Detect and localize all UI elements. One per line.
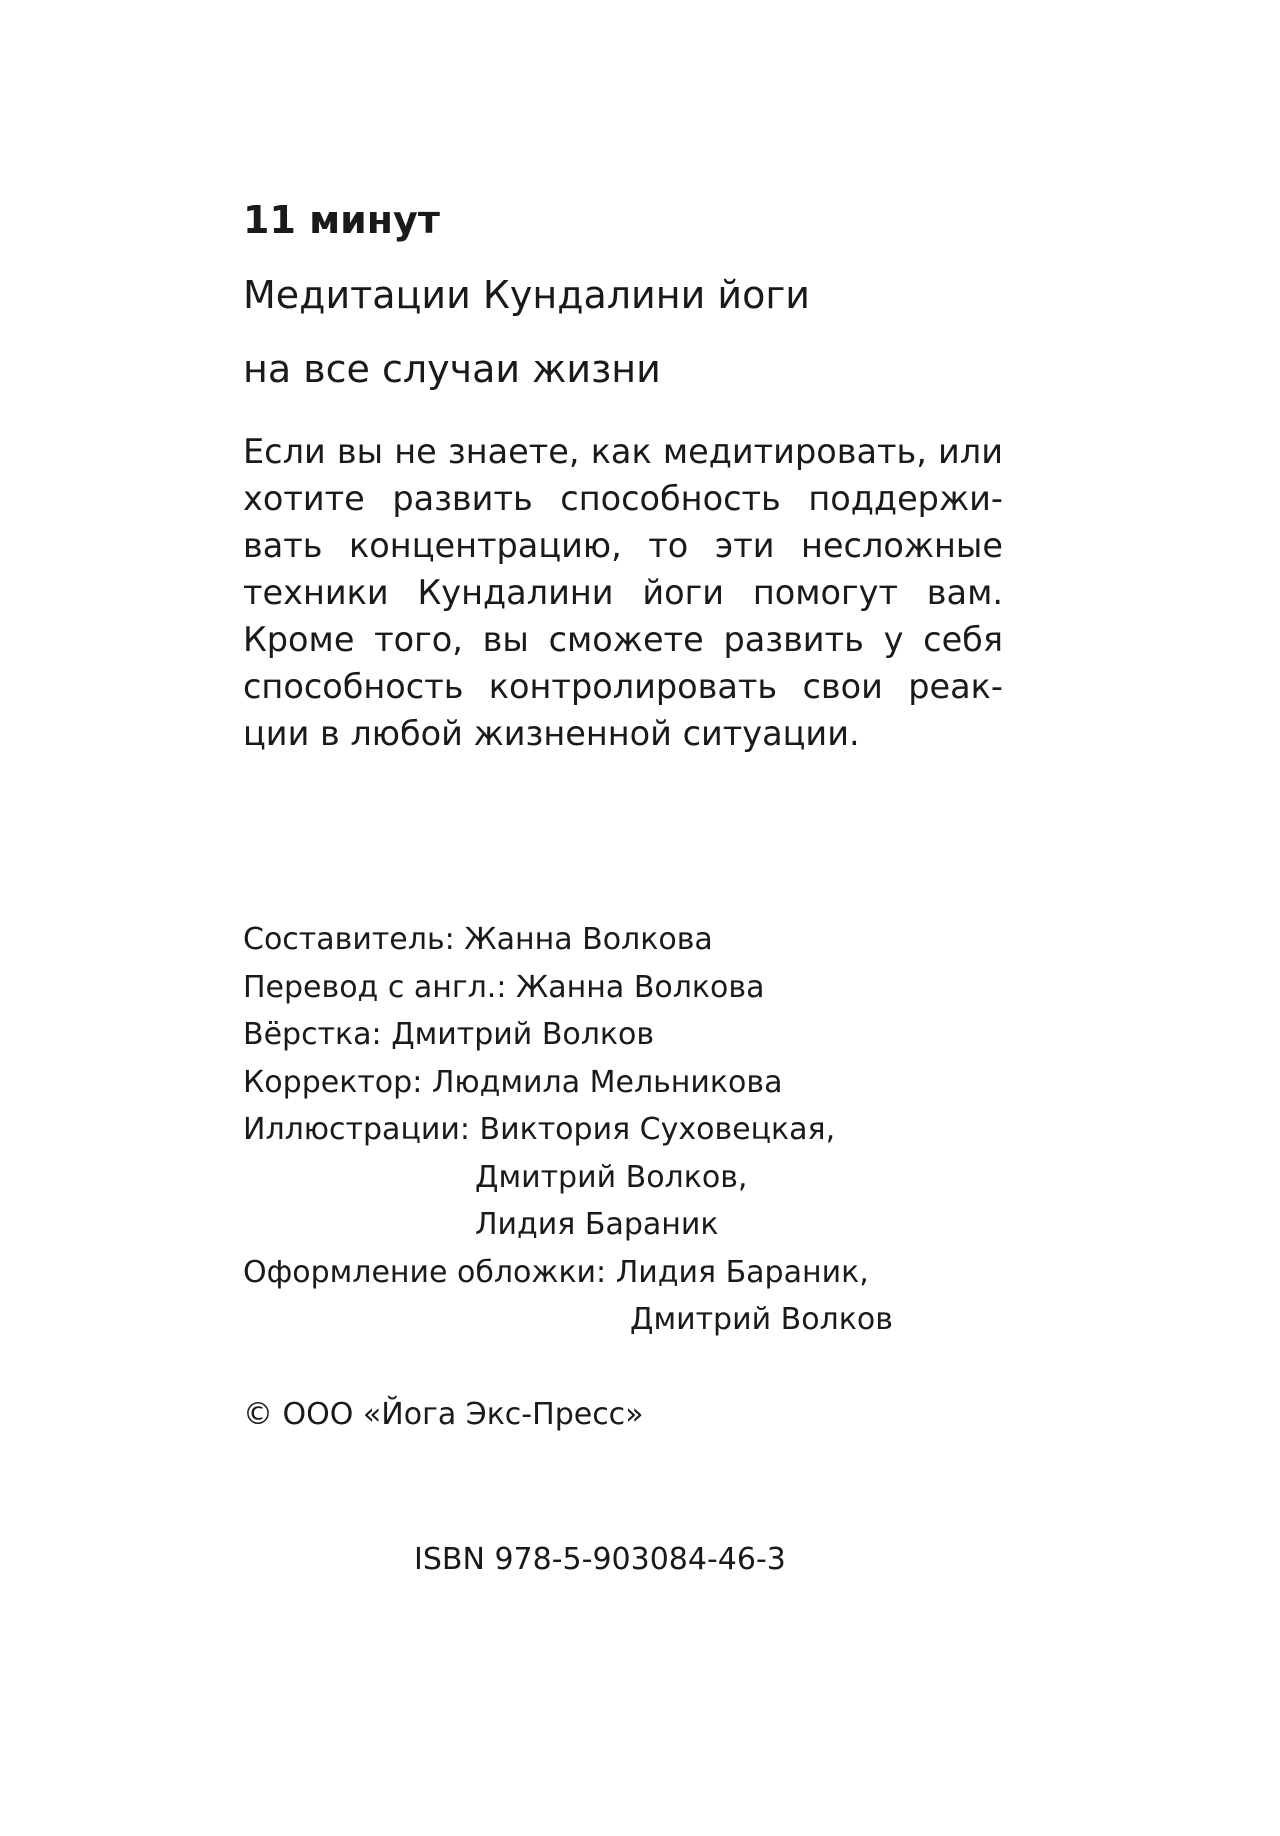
credit-compiler: Составитель: Жанна Волкова [243,922,713,957]
book-description [243,428,1003,757]
description-line: способность контролировать свои реак- [243,667,1003,706]
credit-cover-design: Оформление обложки: Лидия Бараник, [243,1254,869,1290]
description-line: ции в любой жизненной ситуации. [243,714,860,753]
description-line: хотите развить способность поддержи- [243,479,1003,518]
credit-illustrations-continued: Дмитрий Волков, [475,1159,748,1195]
description-line: Кроме того, вы сможете развить у себя [243,620,1003,659]
description-line: Если вы не знаете, как медитировать, или [243,432,1003,471]
credit-illustrations: Иллюстрации: Виктория Суховецкая, [243,1112,836,1147]
copyright-notice: © ООО «Йога Экс-Пресс» [243,1397,644,1432]
credit-illustrations-continued: Лидия Бараник [475,1207,719,1242]
credit-translation: Перевод с англ.: Жанна Волкова [243,969,765,1005]
credit-layout: Вёрстка: Дмитрий Волков [243,1017,655,1052]
subtitle-line: Медитации Кундалини йоги [243,273,810,317]
credit-proofreader: Корректор: Людмила Мельникова [243,1064,783,1100]
credit-cover-design-continued: Дмитрий Волков [630,1302,893,1337]
description-line: вать концентрацию, то эти несложные [243,526,1003,565]
book-subtitle [243,258,1143,406]
description-line: техники Кундалини йоги помогут вам. [243,573,1003,612]
subtitle-line: на все случаи жизни [243,347,661,391]
credits-block [243,916,1143,1344]
book-title: 11 минут [243,198,440,242]
isbn-number: ISBN 978-5-903084-46-3 [414,1542,786,1577]
